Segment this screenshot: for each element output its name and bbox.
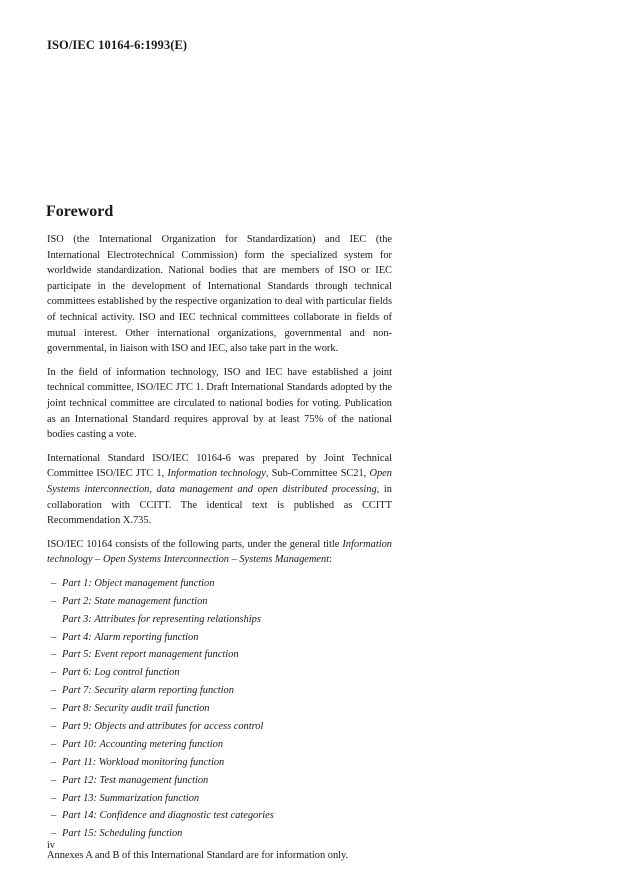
section-title: Foreword xyxy=(46,203,114,220)
part-number: Part 3: xyxy=(62,613,92,625)
preparation-text-a: International Standard ISO/IEC 10164-6 was prepared by Joint Technical Committee ISO/IEC JTC 1, xyxy=(47,452,392,480)
list-dash: – xyxy=(51,631,57,643)
list-dash: – xyxy=(51,792,57,804)
part-title: Alarm reporting function xyxy=(94,631,199,643)
parts-intro-italic: Information technology – Open Systems Interconnection – Systems Management xyxy=(47,538,392,566)
list-dash: – xyxy=(51,828,57,840)
part-number: Part 8: xyxy=(62,703,92,715)
preparation-text-b: , Sub-Committee SC21, xyxy=(265,468,370,480)
list-item xyxy=(51,683,392,699)
list-item xyxy=(51,737,392,753)
parts-list xyxy=(47,576,392,842)
list-dash: – xyxy=(51,595,57,607)
list-item xyxy=(51,791,392,807)
part-number: Part 11: xyxy=(62,756,97,768)
paragraph-organizations: ISO (the International Organization for Standardization) and IEC (the International Electrotechnical Commission) form the specialized system for worldwide standardization. National bodies that are members of ISO or IEC participate in the development of International Standards through technical committees established by the respective organization to deal with particular fields of technical activity. ISO and IEC technical committees collaborate in fields of mutual interest. Other international organizations, governmental and non-governmental, in liaison with ISO and IEC, also take part in the work. xyxy=(47,234,392,355)
paragraph-joint-committee: In the field of information technology, ISO and IEC have established a joint technical committee, ISO/IEC JTC 1. Draft International Standards adopted by the joint technical committee are circulated to national bodies for voting. Publication as an International Standard requires approval by at least 75% of the national bodies casting a vote. xyxy=(47,366,392,441)
list-dash: – xyxy=(51,774,57,786)
part-number: Part 9: xyxy=(62,721,92,732)
part-title: Accounting metering function xyxy=(99,738,224,750)
list-item xyxy=(51,630,392,646)
part-number: Part 1: xyxy=(62,577,92,589)
list-item xyxy=(51,773,392,789)
list-item xyxy=(51,808,392,824)
list-item xyxy=(51,701,392,717)
list-item xyxy=(51,755,392,771)
preparation-text-c: , in collaboration with CCITT. The identical text is published as CCITT Recommendation X.735. xyxy=(47,483,392,527)
part-number: Part 5: xyxy=(62,649,92,661)
list-dash: – xyxy=(51,649,57,661)
part-number: Part 6: xyxy=(62,667,92,679)
part-title: Log control function xyxy=(94,667,180,679)
page-number: iv xyxy=(47,840,55,851)
list-dash: – xyxy=(51,756,57,768)
list-item xyxy=(51,719,392,735)
list-item xyxy=(51,594,392,610)
part-number: Part 4: xyxy=(62,631,92,643)
list-item xyxy=(51,826,392,842)
part-number: Part 12: xyxy=(62,774,97,786)
part-title: Objects and attributes for access control xyxy=(94,721,264,732)
part-number: Part 2: xyxy=(62,595,92,607)
part-number: Part 10: xyxy=(62,738,97,750)
part-title: Object management function xyxy=(94,577,215,589)
preparation-italic-b: Open Systems interconnection, data management and open distributed processing xyxy=(47,468,392,495)
part-title: Security alarm reporting function xyxy=(94,685,234,697)
part-title: Security audit trail function xyxy=(94,703,210,715)
part-number: Part 15: xyxy=(62,828,97,840)
list-dash: – xyxy=(51,721,57,732)
document-header: ISO/IEC 10164-6:1993(E) xyxy=(47,38,188,52)
foreword-body xyxy=(47,232,392,872)
part-title: Summarization function xyxy=(99,792,200,804)
preparation-italic-a: Information technology xyxy=(167,468,266,480)
list-dash: – xyxy=(51,577,57,589)
part-title: Workload monitoring function xyxy=(98,756,225,768)
paragraph-parts-intro xyxy=(47,537,392,568)
part-title: Test management function xyxy=(99,774,209,786)
parts-intro-text-a: ISO/IEC 10164 consists of the following parts, under the general title xyxy=(47,538,343,550)
list-dash: – xyxy=(51,685,57,697)
part-title: Attributes for representing relationships xyxy=(94,613,261,625)
list-dash: – xyxy=(51,667,57,679)
list-item xyxy=(51,612,392,628)
list-dash: – xyxy=(51,810,57,822)
part-title: Event report management function xyxy=(94,649,239,661)
list-item xyxy=(51,647,392,663)
part-title: Scheduling function xyxy=(99,828,183,840)
part-number: Part 7: xyxy=(62,685,92,697)
list-item xyxy=(51,576,392,592)
list-item xyxy=(51,665,392,681)
part-title: State management function xyxy=(94,595,208,607)
paragraph-preparation xyxy=(47,451,392,529)
part-number: Part 13: xyxy=(62,792,97,804)
list-dash: – xyxy=(51,703,57,715)
paragraph-annexes: Annexes A and B of this International Standard are for information only. xyxy=(47,849,349,861)
parts-intro-text-b: : xyxy=(329,554,332,566)
list-dash: – xyxy=(51,738,57,750)
part-title: Confidence and diagnostic test categories xyxy=(99,810,274,822)
part-number: Part 14: xyxy=(62,810,97,822)
